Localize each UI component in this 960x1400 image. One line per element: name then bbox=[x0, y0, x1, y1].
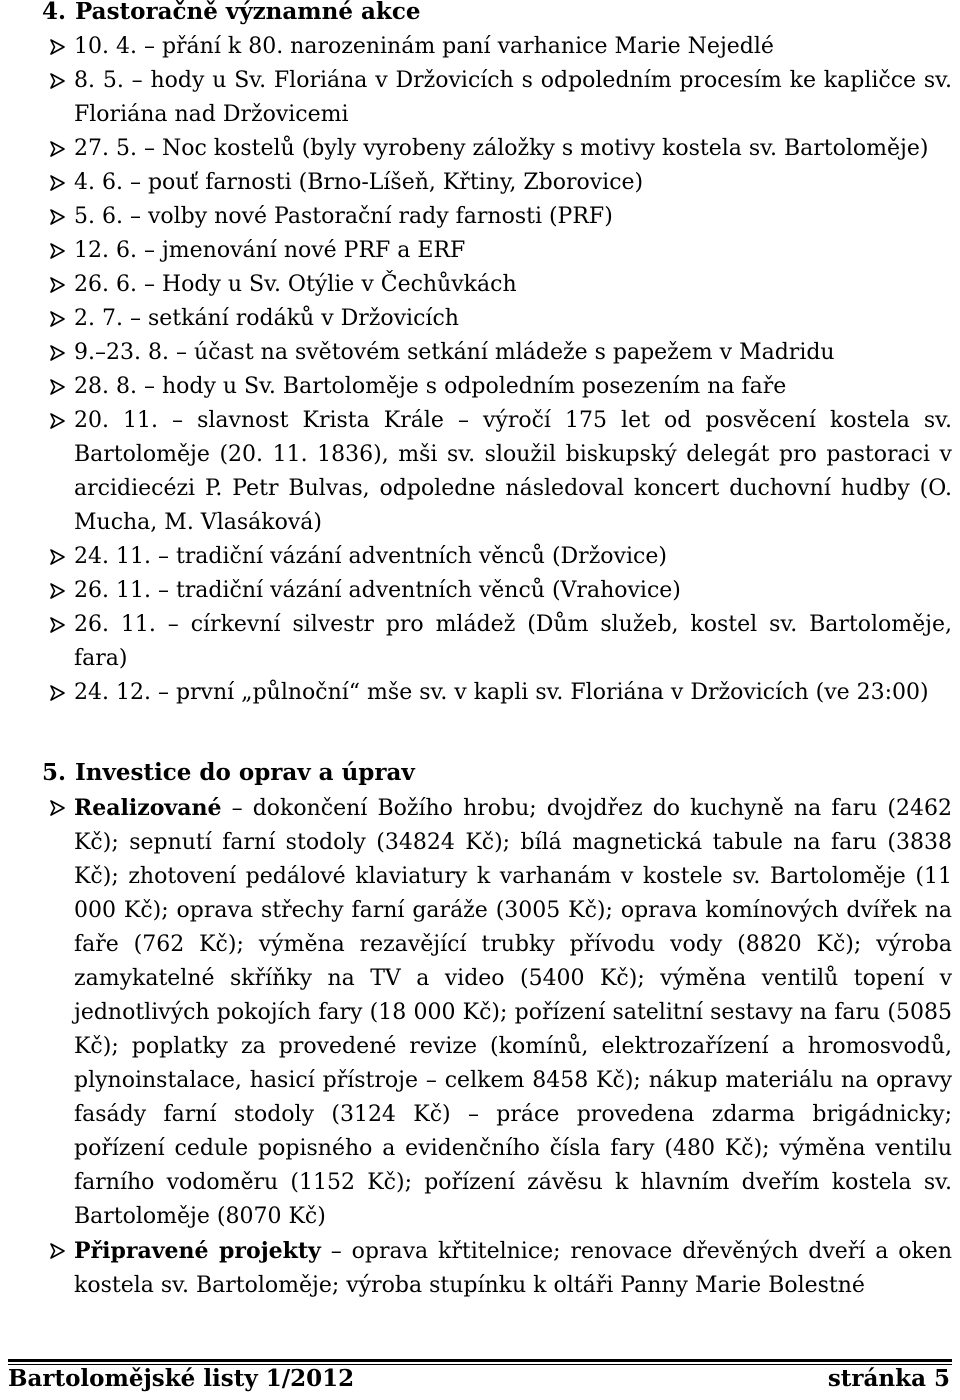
arrow-bullet-icon bbox=[49, 413, 65, 429]
list-item bbox=[0, 30, 960, 64]
footer-page-number: stránka 5 bbox=[827, 1365, 950, 1392]
list-item bbox=[0, 132, 960, 166]
list-item bbox=[0, 336, 960, 370]
arrow-bullet-icon bbox=[49, 617, 65, 633]
item-text: 4. 6. – pouť farnosti (Brno-Líšeň, Křtiny, Zborovice) bbox=[74, 170, 644, 195]
arrow-bullet-icon bbox=[49, 1243, 65, 1259]
item-text: 9.–23. 8. – účast na světovém setkání mládeže s papežem v Madridu bbox=[74, 340, 835, 365]
item-text: 24. 12. – první „půlnoční“ mše sv. v kapli sv. Floriána v Držovicích (ve 23:00) bbox=[74, 680, 929, 705]
arrow-bullet-icon bbox=[49, 800, 65, 816]
arrow-bullet-icon bbox=[49, 175, 65, 191]
list-item bbox=[0, 200, 960, 234]
list-item bbox=[0, 302, 960, 336]
arrow-bullet-icon bbox=[49, 583, 65, 599]
arrow-bullet-icon bbox=[49, 243, 65, 259]
list-item bbox=[0, 64, 960, 132]
arrow-bullet-icon bbox=[49, 311, 65, 327]
list-item bbox=[0, 1234, 960, 1303]
section-4-heading bbox=[42, 0, 420, 27]
section-title: Pastoračně významné akce bbox=[75, 0, 421, 25]
list-item bbox=[0, 676, 960, 710]
item-text: 12. 6. – jmenování nové PRF a ERF bbox=[74, 238, 466, 263]
item-text: 27. 5. – Noc kostelů (byly vyrobeny záložky s motivy kostela sv. Bartoloměje) bbox=[74, 136, 929, 161]
section-number: 5. bbox=[42, 759, 67, 786]
arrow-bullet-icon bbox=[49, 277, 65, 293]
item-text: 8. 5. – hody u Sv. Floriána v Držovicích s odpoledním procesím ke kapličce sv. Floriána nad Držovicemi bbox=[74, 68, 952, 127]
arrow-bullet-icon bbox=[49, 39, 65, 55]
section-title: Investice do oprav a úprav bbox=[75, 759, 415, 786]
list-item bbox=[0, 608, 960, 676]
events-list bbox=[0, 30, 960, 710]
list-item bbox=[0, 791, 960, 1234]
item-text: 28. 8. – hody u Sv. Bartoloměje s odpoledním posezením na faře bbox=[74, 374, 787, 399]
item-text: 26. 11. – církevní silvestr pro mládež (Dům služeb, kostel sv. Bartoloměje, fara) bbox=[74, 612, 952, 671]
footer-divider bbox=[8, 1359, 952, 1362]
investments-list bbox=[0, 791, 960, 1303]
item-text: 24. 11. – tradiční vázání adventních věnců (Držovice) bbox=[74, 544, 667, 569]
list-item bbox=[0, 540, 960, 574]
list-item bbox=[0, 404, 960, 540]
arrow-bullet-icon bbox=[49, 685, 65, 701]
item-title: Realizované bbox=[74, 795, 222, 821]
arrow-bullet-icon bbox=[49, 73, 65, 89]
item-text: – dokončení Božího hrobu; dvojdřez do kuchyně na faru (2462 Kč); sepnutí farní stodoly (34824 Kč); bílá magnetická tabule na faru (3838 Kč); zhotovení pedálové klaviatury k varhanám v kostele sv. Bartoloměje (11 000 Kč); oprava střechy farní garáže (3005 Kč); oprava komínových dvířek na faře (762 Kč); výměna rezavějící trubky přívodu vody (8820 Kč); výroba zamykatelné skříňky na TV a video (5400 Kč); výměna ventilů topení v jednotlivých pokojích fary (18 000 Kč); pořízení satelitní sestavy na faru (5085 Kč); poplatky za provedené revize (komínů, elektrozařízení a hromosvodů, plynoinstalace, hasicí přístroje – celkem 8458 Kč); nákup materiálu na opravy fasády farní stodoly (3124 Kč) – práce provedena zdarma brigádnicky; pořízení cedule popisného a evidenčního čísla fary (480 Kč); výměna ventilu farního vodoměru (1152 Kč); pořízení závěsu k hlavním dveřím kostela sv. Bartoloměje (8070 Kč) bbox=[74, 796, 952, 1229]
item-text: 10. 4. – přání k 80. narozeninám paní varhanice Marie Nejedlé bbox=[74, 34, 774, 59]
section-number: 4. bbox=[42, 0, 67, 25]
item-title: Připravené projekty bbox=[74, 1238, 321, 1264]
item-text: 5. 6. – volby nové Pastorační rady farnosti (PRF) bbox=[74, 204, 613, 229]
list-item bbox=[0, 234, 960, 268]
item-text: 26. 6. – Hody u Sv. Otýlie v Čechůvkách bbox=[74, 272, 517, 297]
list-item bbox=[0, 268, 960, 302]
arrow-bullet-icon bbox=[49, 549, 65, 565]
section-5-heading bbox=[42, 758, 415, 788]
arrow-bullet-icon bbox=[49, 345, 65, 361]
arrow-bullet-icon bbox=[49, 209, 65, 225]
list-item bbox=[0, 574, 960, 608]
arrow-bullet-icon bbox=[49, 141, 65, 157]
item-text: 26. 11. – tradiční vázání adventních věnců (Vrahovice) bbox=[74, 578, 681, 603]
item-text: 2. 7. – setkání rodáků v Držovicích bbox=[74, 306, 459, 331]
list-item bbox=[0, 370, 960, 404]
arrow-bullet-icon bbox=[49, 379, 65, 395]
item-text: 20. 11. – slavnost Krista Krále – výročí 175 let od posvěcení kostela sv. Bartoloměje (20. 11. 1836), mši sv. sloužil biskupský delegát pro pastoraci v arcidiecézi P. Petr Bulvas, odpoledne následoval koncert duchovní hudby (O. Mucha, M. Vlasáková) bbox=[74, 408, 952, 535]
list-item bbox=[0, 166, 960, 200]
item-text: – oprava křtitelnice; renovace dřevěných dveří a oken kostela sv. Bartoloměje; výroba stupínku k oltáři Panny Marie Bolestné bbox=[74, 1239, 952, 1298]
footer-publication: Bartolomějské listy 1/2012 bbox=[8, 1365, 355, 1392]
